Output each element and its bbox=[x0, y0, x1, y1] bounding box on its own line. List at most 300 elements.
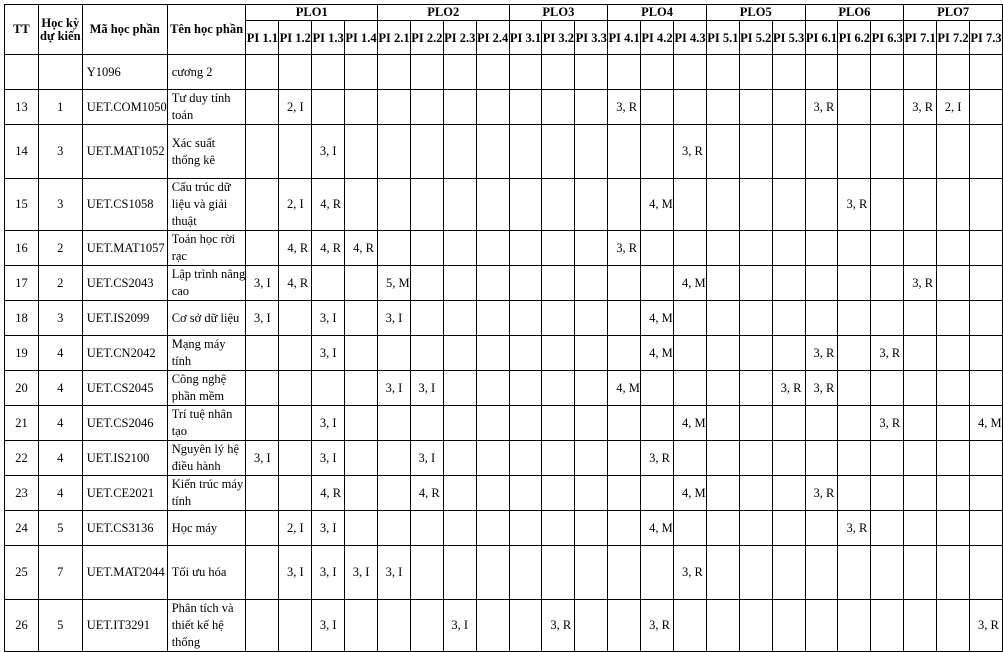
cell-pi-mark bbox=[345, 600, 378, 652]
cell-pi-mark bbox=[772, 179, 805, 231]
pi-mark-value: 2, I bbox=[286, 99, 304, 114]
cell-pi-mark bbox=[641, 476, 674, 511]
cell-pi-mark bbox=[542, 600, 575, 652]
cell-pi-mark bbox=[476, 441, 509, 476]
cell-pi-mark bbox=[312, 179, 345, 231]
cell-pi-mark bbox=[246, 371, 279, 406]
cell-pi-mark bbox=[378, 231, 411, 266]
cell-semester: 4 bbox=[38, 371, 82, 406]
pi-mark-value: 4, M bbox=[649, 310, 673, 325]
pi-mark-value: 3, R bbox=[977, 618, 999, 632]
cell-pi-mark bbox=[739, 511, 772, 546]
pi-mark-value: 4, R bbox=[287, 275, 309, 290]
pi-mark-value: 3, R bbox=[616, 240, 638, 255]
cell-pi-mark bbox=[871, 600, 904, 652]
cell-pi-mark bbox=[345, 301, 378, 336]
cell-pi-mark bbox=[805, 266, 838, 301]
cell-pi-mark bbox=[772, 301, 805, 336]
cell-course-name: Toán học rời rạc bbox=[167, 231, 246, 266]
cell-pi-mark bbox=[575, 406, 608, 441]
header-plo: PLO6 bbox=[805, 5, 904, 21]
cell-pi-mark bbox=[838, 511, 871, 546]
cell-pi-mark bbox=[246, 476, 279, 511]
pi-mark-value: 3, R bbox=[813, 99, 835, 114]
cell-pi-mark bbox=[838, 371, 871, 406]
cell-pi-mark bbox=[904, 476, 937, 511]
cell-pi-mark bbox=[279, 55, 312, 90]
cell-semester: 4 bbox=[38, 441, 82, 476]
pi-mark-value: 3, R bbox=[649, 450, 670, 465]
pi-mark-value: 3, I bbox=[418, 450, 436, 465]
pi-mark-value: 3, R bbox=[912, 275, 934, 290]
cell-pi-mark bbox=[345, 266, 378, 301]
table-header bbox=[5, 5, 1003, 55]
cell-pi-mark bbox=[443, 600, 476, 652]
cell-pi-mark bbox=[805, 600, 838, 652]
pi-mark-value: 3, I bbox=[418, 380, 436, 395]
cell-pi-mark bbox=[246, 179, 279, 231]
cell-pi-mark bbox=[674, 301, 707, 336]
cell-pi-mark bbox=[805, 55, 838, 90]
cell-pi-mark bbox=[575, 441, 608, 476]
pi-mark-value: 3, I bbox=[254, 275, 271, 290]
cell-pi-mark bbox=[542, 90, 575, 125]
cell-pi-mark bbox=[443, 406, 476, 441]
pi-mark-value: 3, R bbox=[879, 345, 901, 360]
cell-pi-mark bbox=[937, 179, 970, 231]
cell-course-code: UET.MAT2044 bbox=[82, 546, 167, 600]
cell-pi-mark bbox=[674, 90, 707, 125]
cell-pi-mark bbox=[509, 406, 542, 441]
cell-pi-mark bbox=[378, 406, 411, 441]
cell-pi-mark bbox=[345, 336, 378, 371]
cell-tt: 15 bbox=[5, 179, 39, 231]
cell-pi-mark bbox=[410, 301, 443, 336]
pi-mark-value: 3, R bbox=[780, 380, 802, 395]
cell-pi-mark bbox=[410, 476, 443, 511]
cell-pi-mark bbox=[969, 336, 1002, 371]
pi-mark-value: 3, R bbox=[649, 618, 670, 632]
header-plo: PLO7 bbox=[904, 5, 1003, 21]
cell-pi-mark bbox=[378, 476, 411, 511]
cell-pi-mark bbox=[410, 336, 443, 371]
cell-pi-mark bbox=[838, 476, 871, 511]
cell-pi-mark bbox=[641, 546, 674, 600]
header-course-code: Mã học phần bbox=[82, 5, 167, 55]
cell-course-name: Mạng máy tính bbox=[167, 336, 246, 371]
header-pi: PI 5.3 bbox=[772, 21, 805, 55]
cell-pi-mark bbox=[739, 90, 772, 125]
pi-mark-value: 3, I bbox=[319, 415, 337, 430]
cell-pi-mark bbox=[838, 546, 871, 600]
cell-pi-mark bbox=[345, 441, 378, 476]
cell-pi-mark bbox=[378, 90, 411, 125]
pi-mark-value: 3, R bbox=[682, 565, 703, 579]
pi-mark-value: 3, I bbox=[385, 310, 403, 325]
cell-pi-mark bbox=[805, 406, 838, 441]
cell-pi-mark bbox=[805, 336, 838, 371]
pi-mark-value: 4, R bbox=[353, 240, 374, 255]
cell-pi-mark bbox=[443, 336, 476, 371]
cell-pi-mark bbox=[378, 546, 411, 600]
cell-pi-mark bbox=[312, 406, 345, 441]
cell-pi-mark bbox=[312, 301, 345, 336]
header-pi: PI 2.3 bbox=[443, 21, 476, 55]
cell-pi-mark bbox=[443, 90, 476, 125]
cell-pi-mark bbox=[542, 476, 575, 511]
cell-pi-mark bbox=[739, 301, 772, 336]
cell-pi-mark bbox=[443, 125, 476, 179]
pi-mark-value: 3, R bbox=[879, 415, 901, 430]
pi-mark-value: 3, R bbox=[550, 618, 572, 632]
cell-pi-mark bbox=[772, 441, 805, 476]
cell-course-code: UET.CS2046 bbox=[82, 406, 167, 441]
header-pi: PI 6.1 bbox=[805, 21, 838, 55]
header-course-name: Tên học phần bbox=[167, 5, 246, 55]
pi-mark-value: 3, I bbox=[319, 144, 337, 158]
table-row bbox=[5, 406, 1003, 441]
cell-pi-mark bbox=[476, 55, 509, 90]
table-row bbox=[5, 231, 1003, 266]
cell-pi-mark bbox=[969, 55, 1002, 90]
pi-mark-value: 4, M bbox=[682, 485, 706, 500]
cell-pi-mark bbox=[871, 231, 904, 266]
cell-course-code: UET.MAT1052 bbox=[82, 125, 167, 179]
cell-pi-mark bbox=[509, 371, 542, 406]
cell-pi-mark bbox=[904, 55, 937, 90]
cell-pi-mark bbox=[969, 125, 1002, 179]
cell-pi-mark bbox=[838, 441, 871, 476]
cell-course-code: UET.CS2043 bbox=[82, 266, 167, 301]
cell-pi-mark bbox=[443, 511, 476, 546]
cell-pi-mark bbox=[772, 90, 805, 125]
table-row bbox=[5, 476, 1003, 511]
header-pi: PI 4.1 bbox=[608, 21, 641, 55]
cell-pi-mark bbox=[772, 406, 805, 441]
pi-mark-value: 3, I bbox=[451, 618, 469, 632]
header-pi: PI 3.1 bbox=[509, 21, 542, 55]
cell-pi-mark bbox=[739, 371, 772, 406]
cell-pi-mark bbox=[509, 511, 542, 546]
pi-mark-value: 4, M bbox=[649, 197, 673, 211]
cell-pi-mark bbox=[838, 125, 871, 179]
cell-pi-mark bbox=[542, 179, 575, 231]
cell-pi-mark bbox=[871, 90, 904, 125]
cell-semester: 4 bbox=[38, 476, 82, 511]
cell-pi-mark bbox=[378, 125, 411, 179]
cell-pi-mark bbox=[476, 90, 509, 125]
cell-pi-mark bbox=[772, 125, 805, 179]
cell-pi-mark bbox=[674, 125, 707, 179]
cell-pi-mark bbox=[937, 266, 970, 301]
pi-mark-value: 3, I bbox=[286, 565, 304, 579]
pi-mark-value: 4, M bbox=[682, 275, 706, 290]
cell-course-code: UET.CE2021 bbox=[82, 476, 167, 511]
cell-pi-mark bbox=[312, 511, 345, 546]
cell-pi-mark bbox=[509, 55, 542, 90]
pi-mark-value: 3, R bbox=[846, 197, 868, 211]
cell-pi-mark bbox=[608, 179, 641, 231]
cell-pi-mark bbox=[509, 125, 542, 179]
cell-pi-mark bbox=[345, 179, 378, 231]
cell-pi-mark bbox=[641, 406, 674, 441]
cell-pi-mark bbox=[706, 266, 739, 301]
table-row bbox=[5, 336, 1003, 371]
cell-pi-mark bbox=[345, 55, 378, 90]
cell-pi-mark bbox=[312, 55, 345, 90]
header-pi: PI 1.3 bbox=[312, 21, 345, 55]
cell-pi-mark bbox=[608, 371, 641, 406]
cell-tt: 26 bbox=[5, 600, 39, 652]
table-row bbox=[5, 546, 1003, 600]
cell-pi-mark bbox=[706, 301, 739, 336]
cell-pi-mark bbox=[378, 600, 411, 652]
cell-pi-mark bbox=[805, 231, 838, 266]
cell-pi-mark bbox=[345, 546, 378, 600]
cell-semester: 2 bbox=[38, 231, 82, 266]
pi-mark-value: 3, R bbox=[846, 520, 868, 535]
cell-course-code: UET.CN2042 bbox=[82, 336, 167, 371]
cell-pi-mark bbox=[772, 546, 805, 600]
cell-pi-mark bbox=[443, 266, 476, 301]
pi-mark-value: 4, M bbox=[616, 380, 640, 395]
cell-pi-mark bbox=[279, 301, 312, 336]
cell-semester: 3 bbox=[38, 125, 82, 179]
cell-pi-mark bbox=[608, 406, 641, 441]
cell-pi-mark bbox=[410, 371, 443, 406]
cell-course-code: UET.IS2100 bbox=[82, 441, 167, 476]
pi-mark-value: 4, M bbox=[977, 415, 1002, 430]
cell-course-name: Nguyên lý hệ điều hành bbox=[167, 441, 246, 476]
cell-tt: 18 bbox=[5, 301, 39, 336]
cell-pi-mark bbox=[279, 90, 312, 125]
cell-pi-mark bbox=[739, 266, 772, 301]
cell-pi-mark bbox=[575, 231, 608, 266]
cell-pi-mark bbox=[805, 301, 838, 336]
cell-semester: 3 bbox=[38, 301, 82, 336]
cell-pi-mark bbox=[509, 600, 542, 652]
cell-pi-mark bbox=[542, 441, 575, 476]
cell-pi-mark bbox=[575, 600, 608, 652]
cell-pi-mark bbox=[871, 371, 904, 406]
cell-pi-mark bbox=[378, 301, 411, 336]
cell-pi-mark bbox=[739, 179, 772, 231]
cell-pi-mark bbox=[937, 336, 970, 371]
cell-pi-mark bbox=[706, 546, 739, 600]
header-pi: PI 1.1 bbox=[246, 21, 279, 55]
cell-pi-mark bbox=[575, 301, 608, 336]
cell-pi-mark bbox=[279, 406, 312, 441]
cell-pi-mark bbox=[772, 231, 805, 266]
pi-mark-value: 3, I bbox=[319, 520, 337, 535]
cell-pi-mark bbox=[246, 55, 279, 90]
header-pi: PI 6.2 bbox=[838, 21, 871, 55]
cell-pi-mark bbox=[641, 600, 674, 652]
pi-mark-value: 3, R bbox=[912, 99, 934, 114]
cell-pi-mark bbox=[969, 179, 1002, 231]
cell-pi-mark bbox=[575, 55, 608, 90]
cell-pi-mark bbox=[509, 441, 542, 476]
cell-pi-mark bbox=[706, 231, 739, 266]
cell-pi-mark bbox=[410, 90, 443, 125]
pi-mark-value: 5, M bbox=[386, 275, 410, 290]
cell-pi-mark bbox=[345, 371, 378, 406]
cell-pi-mark bbox=[608, 441, 641, 476]
cell-pi-mark bbox=[246, 125, 279, 179]
cell-pi-mark bbox=[838, 55, 871, 90]
cell-pi-mark bbox=[345, 511, 378, 546]
pi-mark-value: 3, I bbox=[319, 565, 337, 579]
cell-course-name: Cơ sở dữ liệu bbox=[167, 301, 246, 336]
cell-pi-mark bbox=[871, 511, 904, 546]
cell-pi-mark bbox=[674, 371, 707, 406]
cell-pi-mark bbox=[443, 179, 476, 231]
cell-semester: 1 bbox=[38, 90, 82, 125]
cell-pi-mark bbox=[246, 90, 279, 125]
cell-pi-mark bbox=[542, 371, 575, 406]
header-pi: PI 7.2 bbox=[937, 21, 970, 55]
cell-pi-mark bbox=[410, 266, 443, 301]
cell-pi-mark bbox=[279, 511, 312, 546]
cell-pi-mark bbox=[904, 301, 937, 336]
cell-pi-mark bbox=[674, 406, 707, 441]
cell-pi-mark bbox=[476, 125, 509, 179]
cell-pi-mark bbox=[641, 511, 674, 546]
cell-course-name: cương 2 bbox=[167, 55, 246, 90]
cell-pi-mark bbox=[575, 90, 608, 125]
cell-pi-mark bbox=[871, 55, 904, 90]
cell-pi-mark bbox=[509, 546, 542, 600]
cell-pi-mark bbox=[674, 179, 707, 231]
table-row bbox=[5, 441, 1003, 476]
cell-pi-mark bbox=[575, 476, 608, 511]
cell-pi-mark bbox=[575, 546, 608, 600]
cell-pi-mark bbox=[542, 406, 575, 441]
cell-pi-mark bbox=[805, 125, 838, 179]
cell-pi-mark bbox=[312, 546, 345, 600]
cell-pi-mark bbox=[706, 336, 739, 371]
cell-pi-mark bbox=[443, 55, 476, 90]
table-row bbox=[5, 90, 1003, 125]
cell-course-code: Y1096 bbox=[82, 55, 167, 90]
header-tt: TT bbox=[5, 5, 39, 55]
cell-tt: 14 bbox=[5, 125, 39, 179]
cell-pi-mark bbox=[904, 371, 937, 406]
cell-pi-mark bbox=[641, 336, 674, 371]
cell-pi-mark bbox=[969, 511, 1002, 546]
cell-course-name: Cấu trúc dữ liệu và giải thuật bbox=[167, 179, 246, 231]
cell-pi-mark bbox=[838, 301, 871, 336]
cell-pi-mark bbox=[312, 231, 345, 266]
cell-pi-mark bbox=[706, 90, 739, 125]
cell-pi-mark bbox=[805, 476, 838, 511]
cell-pi-mark bbox=[674, 546, 707, 600]
header-pi: PI 6.3 bbox=[871, 21, 904, 55]
cell-pi-mark bbox=[312, 125, 345, 179]
cell-pi-mark bbox=[641, 125, 674, 179]
cell-pi-mark bbox=[476, 511, 509, 546]
cell-pi-mark bbox=[476, 231, 509, 266]
cell-pi-mark bbox=[937, 511, 970, 546]
cell-course-name: Phân tích và thiết kế hệ thống bbox=[167, 600, 246, 652]
cell-course-name: Tư duy tính toán bbox=[167, 90, 246, 125]
cell-course-name: Lập trình nâng cao bbox=[167, 266, 246, 301]
cell-pi-mark bbox=[641, 371, 674, 406]
cell-semester: 2 bbox=[38, 266, 82, 301]
cell-pi-mark bbox=[904, 179, 937, 231]
cell-pi-mark bbox=[706, 125, 739, 179]
cell-pi-mark bbox=[871, 546, 904, 600]
cell-tt: 21 bbox=[5, 406, 39, 441]
cell-pi-mark bbox=[443, 441, 476, 476]
pi-mark-value: 3, I bbox=[254, 310, 271, 325]
cell-pi-mark bbox=[871, 336, 904, 371]
header-pi: PI 2.1 bbox=[378, 21, 411, 55]
cell-pi-mark bbox=[279, 546, 312, 600]
cell-course-name: Học máy bbox=[167, 511, 246, 546]
cell-pi-mark bbox=[279, 600, 312, 652]
cell-pi-mark bbox=[969, 371, 1002, 406]
header-pi: PI 2.2 bbox=[410, 21, 443, 55]
header-pi: PI 4.2 bbox=[641, 21, 674, 55]
cell-pi-mark bbox=[443, 546, 476, 600]
cell-pi-mark bbox=[641, 441, 674, 476]
cell-pi-mark bbox=[476, 179, 509, 231]
cell-pi-mark bbox=[345, 125, 378, 179]
pi-mark-value: 3, I bbox=[385, 380, 403, 395]
table-row bbox=[5, 301, 1003, 336]
cell-pi-mark bbox=[279, 371, 312, 406]
cell-pi-mark bbox=[739, 476, 772, 511]
cell-pi-mark bbox=[345, 90, 378, 125]
cell-course-name: Tối ưu hóa bbox=[167, 546, 246, 600]
cell-pi-mark bbox=[838, 600, 871, 652]
cell-pi-mark bbox=[937, 301, 970, 336]
cell-pi-mark bbox=[410, 179, 443, 231]
cell-pi-mark bbox=[838, 406, 871, 441]
cell-pi-mark bbox=[608, 125, 641, 179]
cell-pi-mark bbox=[706, 179, 739, 231]
cell-pi-mark bbox=[772, 511, 805, 546]
cell-pi-mark bbox=[410, 600, 443, 652]
table-row bbox=[5, 511, 1003, 546]
table-row bbox=[5, 266, 1003, 301]
cell-pi-mark bbox=[739, 125, 772, 179]
cell-semester: 4 bbox=[38, 406, 82, 441]
cell-pi-mark bbox=[871, 406, 904, 441]
cell-pi-mark bbox=[739, 600, 772, 652]
cell-pi-mark bbox=[443, 301, 476, 336]
cell-pi-mark bbox=[706, 600, 739, 652]
cell-pi-mark bbox=[772, 600, 805, 652]
cell-pi-mark bbox=[608, 55, 641, 90]
header-pi: PI 5.2 bbox=[739, 21, 772, 55]
cell-course-code: UET.COM1050 bbox=[82, 90, 167, 125]
header-plo: PLO2 bbox=[378, 5, 510, 21]
cell-pi-mark bbox=[312, 90, 345, 125]
cell-tt: 13 bbox=[5, 90, 39, 125]
cell-course-name: Xác suất thống kê bbox=[167, 125, 246, 179]
header-plo: PLO5 bbox=[706, 5, 805, 21]
cell-pi-mark bbox=[969, 546, 1002, 600]
cell-pi-mark bbox=[706, 406, 739, 441]
cell-pi-mark bbox=[871, 179, 904, 231]
cell-pi-mark bbox=[904, 511, 937, 546]
cell-pi-mark bbox=[509, 476, 542, 511]
cell-pi-mark bbox=[246, 511, 279, 546]
pi-mark-value: 3, I bbox=[319, 310, 337, 325]
pi-mark-value: 3, R bbox=[616, 99, 638, 114]
